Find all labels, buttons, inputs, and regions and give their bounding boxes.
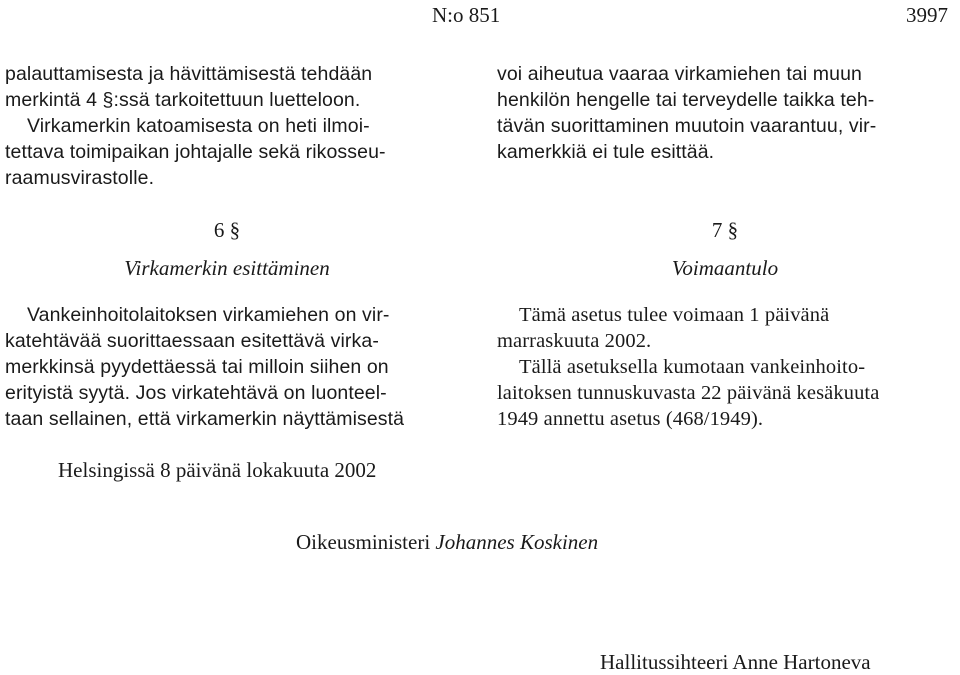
section-7-paragraph-1 [497,302,953,354]
text-line: marraskuuta 2002. [497,330,652,352]
text-line: laitoksen tunnuskuvasta 22 päivänä kesäkuuta [497,382,880,404]
left-intro-paragraph [5,61,449,191]
text-line: 1949 annettu asetus (468/1949). [497,408,764,430]
text-line: tävän suorittaminen muutoin vaarantuu, vir- [497,115,877,137]
text-line: tettava toimipaikan johtajalle sekä rikosseu- [5,141,386,163]
section-6-number: 6 § [213,218,241,242]
section-7-title: Voimaantulo [671,256,779,280]
text-line: Vankeinhoitolaitoksen virkamiehen on vir- [27,304,390,326]
text-line: raamusvirastolle. [5,167,155,189]
right-column [497,61,953,432]
minister-name: Johannes Koskinen [435,530,599,554]
right-intro-paragraph [497,61,953,165]
page-header [0,2,960,28]
text-line: palauttamisesta ja hävittämisestä tehdään [5,63,373,85]
text-line: kamerkkiä ei tule esittää. [497,141,715,163]
section-6-body [5,302,449,432]
text-line: merkkinsä pyydettäessä tai milloin siihen on [5,356,389,378]
page-number: 3997 [906,3,948,27]
section-6-title: Virkamerkin esittäminen [124,256,330,280]
text-line: erityistä syytä. Jos virkatehtävä on luonteel- [5,382,387,404]
left-column [5,61,449,432]
text-line: katehtävää suorittaessaan esitettävä virka- [5,330,379,352]
document-number: N:o 851 [432,3,501,27]
secretary-signature: Hallitussihteeri Anne Hartoneva [600,650,871,674]
minister-signature [296,529,598,555]
place-and-date: Helsingissä 8 päivänä lokakuuta 2002 [58,458,377,482]
text-line: Tämä asetus tulee voimaan 1 päivänä [519,304,830,326]
text-line: Virkamerkin katoamisesta on heti ilmoi- [27,115,370,137]
text-line: taan sellainen, että virkamerkin näyttämisestä [5,408,405,430]
section-7-paragraph-2 [497,354,953,432]
text-line: Tällä asetuksella kumotaan vankeinhoito- [519,356,866,378]
section-7-number: 7 § [711,218,739,242]
text-line: henkilön hengelle tai terveydelle taikka teh- [497,89,875,111]
text-line: voi aiheutua vaaraa virkamiehen tai muun [497,63,862,85]
minister-title: Oikeusministeri [296,530,431,554]
text-line: merkintä 4 §:ssä tarkoitettuun luetteloon. [5,89,361,111]
